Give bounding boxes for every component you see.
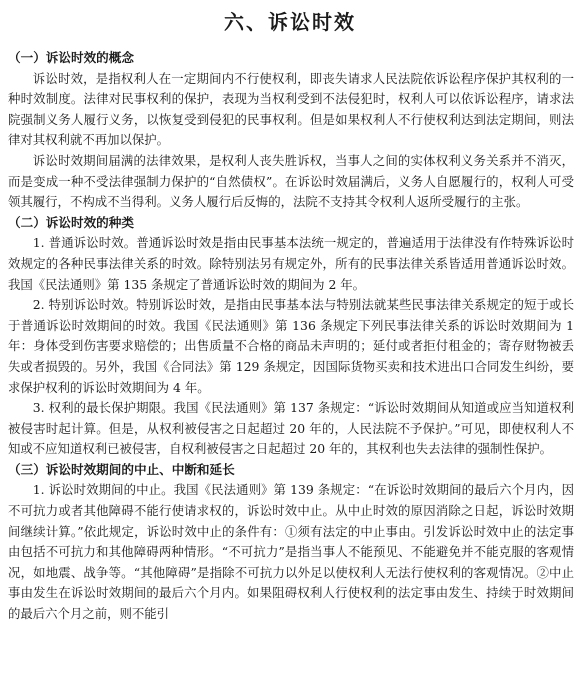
- paragraph: 1. 诉讼时效期间的中止。我国《民法通则》第 139 条规定：“在诉讼时效期间的最后六个月内，因不可抗力或者其他障碍不能行使请求权的，诉讼时效中止。从中止时效的原因消除之日起，诉讼时效期间继续计算。”依此规定，诉讼时效中止的条件有：①须有法定的中止事由。引发诉讼时效中止的法定事由包括不可抗力和其他障碍两种情形。“不可抗力”是指当事人不能预见、不能避免并不能克服的客观情况，如地震、战争等。“其他障碍”是指除不可抗力以外足以使权利人无法行使权利的客观情况。②中止事由发生在诉讼时效期间的最后六个月内。如果阻碍权利人行使权利的法定事由发生、持续于时效期间的最后六个月之前，则不能引: [8, 482, 574, 622]
- paragraph: 诉讼时效，是指权利人在一定期间内不行使权利，即丧失请求人民法院依诉讼程序保护其权利的一种时效制度。法律对民事权利的保护，表现为当权利受到不法侵犯时，权利人可以依诉讼程序，请求法院强制义务人履行义务，以恢复受到侵犯的民事权利。但是如果权利人不行使权利达到法定期间，则法律对其权利就不再加以保护。: [8, 70, 574, 148]
- section-heading-suspension: （三）诉讼时效期间的中止、中断和延长: [8, 461, 235, 477]
- paragraph: 1. 普通诉讼时效。普通诉讼时效是指由民事基本法统一规定的，普遍适用于法律没有作特殊诉讼时效规定的各种民事法律关系的时效。除特别法另有规定外，所有的民事法律关系皆适用普通诉讼时效。我国《民法通则》第 135 条规定了普通诉讼时效的期间为 2 年。: [8, 235, 574, 292]
- document-body: [8, 48, 574, 625]
- page-title: 六、诉讼时效: [224, 10, 356, 34]
- section-heading-concept: （一）诉讼时效的概念: [8, 50, 134, 65]
- section-heading-types: （二）诉讼时效的种类: [8, 214, 134, 230]
- paragraph: 诉讼时效期间届满的法律效果，是权利人丧失胜诉权，当事人之间的实体权利义务关系并不消灭，而是变成一种不受法律强制力保护的“自然债权”。在诉讼时效届满后，义务人自愿履行的，权利人可受领其履行，不构成不当得利。义务人履行后反悔的，法院不支持其令权利人返所受履行的主张。: [8, 152, 574, 210]
- paragraph: 3. 权利的最长保护期限。我国《民法通则》第 137 条规定：“诉讼时效期间从知道或应当知道权利被侵害时起计算。但是，从权利被侵害之日起超过 20 年的，人民法院不予保护。”可见，即使权利人不知或不应知道权利已被侵害，自权利被侵害之日起超过 20 年的，其权利也失去法律的强制性保护。: [8, 400, 574, 457]
- paragraph: 2. 特别诉讼时效。特别诉讼时效，是指由民事基本法与特别法就某些民事法律关系规定的短于或长于普通诉讼时效期间的时效。我国《民法通则》第 136 条规定下列民事法律关系的诉讼时效期间为 1 年：身体受到伤害要求赔偿的；出售质量不合格的商品未声明的；延付或者拒付租金的；寄存财物被丢失或者损毁的。另外，我国《合同法》第 129 条规定，因国际货物买卖和技术进出口合同发生纠纷，要求保护权利的诉讼时效期间为 4 年。: [8, 297, 574, 395]
